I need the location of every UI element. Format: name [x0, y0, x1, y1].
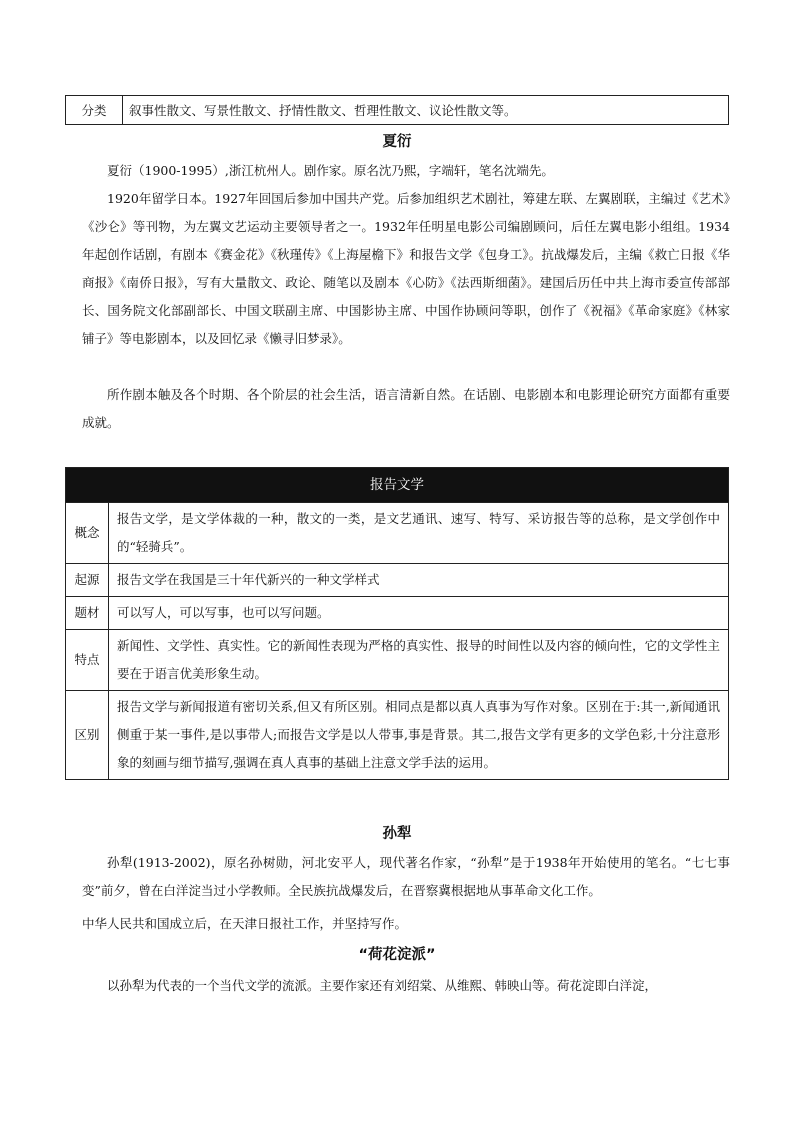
xiayan-intro: 夏衍（1900-1995）,浙江杭州人。剧作家。原名沈乃熙，字端轩，笔名沈端先。	[107, 163, 554, 178]
table-row	[66, 503, 729, 564]
xiayan-biography: 1920年留学日本。1927年回国后参加中国共产党。后参加组织艺术剧社，筹建左联、左翼剧联，主编过《艺术》《沙仑》等刊物，为左翼文艺运动主要领导者之一。1932年任明星电影公司编剧顾问，后任左翼电影小组组。1934年起创作话剧，有剧本《赛金花》《秋瑾传》《上海屋檐下》和报告文学《包身工》。抗战爆发后，主编《救亡日报《华商报》《南侨日报》，写有大量散文、政论、随笔以及剧本《心防》《法西斯细菌》。建国后历任中共上海市委宣传部部长、国务院文化部副部长、中国文联副主席、中国影协主席、中国作协顾问等职，创作了《祝福》《革命家庭》《林家铺子》等电影剧本，以及回忆录《懒寻旧梦录》。	[82, 191, 730, 346]
row-label-features: 特点	[66, 630, 109, 691]
classification-label: 分类	[66, 96, 123, 125]
xiayan-achievements: 所作剧本触及各个时期、各个阶层的社会生活，语言清新自然。在话剧、电影剧本和电影理论研究方面都有重要成就。	[82, 387, 730, 430]
table-row	[66, 630, 729, 691]
row-label-difference: 区别	[66, 691, 109, 780]
row-label-subject: 题材	[66, 597, 109, 630]
table-row	[66, 597, 729, 630]
row-content-subject: 可以写人，可以写事，也可以写问题。	[109, 597, 729, 630]
row-content-features: 新闻性、文学性、真实性。它的新闻性表现为严格的真实性、报导的时间性以及内容的倾向性，它的文学性主要在于语言优美形象生动。	[109, 630, 729, 691]
row-content-difference: 报告文学与新闻报道有密切关系,但又有所区别。相同点是都以真人真事为写作对象。区别在于:其一,新闻通讯侧重于某一事件,是以事带人;而报告文学是以人带事,事是背景。其二,报告文学有更多的文学色彩,十分注意形象的刻画与细节描写,强调在真人真事的基础上注意文学手法的运用。	[109, 691, 729, 780]
report-table-header-row	[66, 468, 729, 503]
sunli-biography: 孙犁(1913-2002)，原名孙树勋，河北安平人，现代著名作家，“孙犁”是于1938年开始使用的笔名。“七七事变”前夕，曾在白洋淀当过小学教师。全民族抗战爆发后，在晋察冀根据地从事革命文化工作。	[82, 855, 730, 898]
row-label-origin: 起源	[66, 564, 109, 597]
hehuadian-title: “荷花淀派”	[358, 947, 436, 963]
row-label-concept: 概念	[66, 503, 109, 564]
row-content-concept: 报告文学，是文学体裁的一种，散文的一类，是文艺通讯、速写、特写、采访报告等的总称，是文学创作中的“轻骑兵”。	[109, 503, 729, 564]
report-literature-table	[65, 467, 729, 780]
classification-row	[66, 96, 729, 125]
table-row	[66, 564, 729, 597]
classification-content: 叙事性散文、写景性散文、抒情性散文、哲理性散文、议论性散文等。	[123, 96, 729, 125]
sunli-later-life: 中华人民共和国成立后，在天津日报社工作，并坚持写作。	[82, 916, 408, 931]
classification-table	[65, 95, 729, 125]
report-table-header: 报告文学	[66, 468, 729, 503]
sunli-title: 孙犁	[382, 826, 412, 842]
table-row	[66, 691, 729, 780]
hehuadian-description: 以孙犁为代表的一个当代文学的流派。主要作家还有刘绍棠、从维熙、韩映山等。荷花淀即白洋淀，	[107, 978, 658, 993]
xiayan-title: 夏衍	[382, 134, 412, 150]
row-content-origin: 报告文学在我国是三十年代新兴的一种文学样式	[109, 564, 729, 597]
